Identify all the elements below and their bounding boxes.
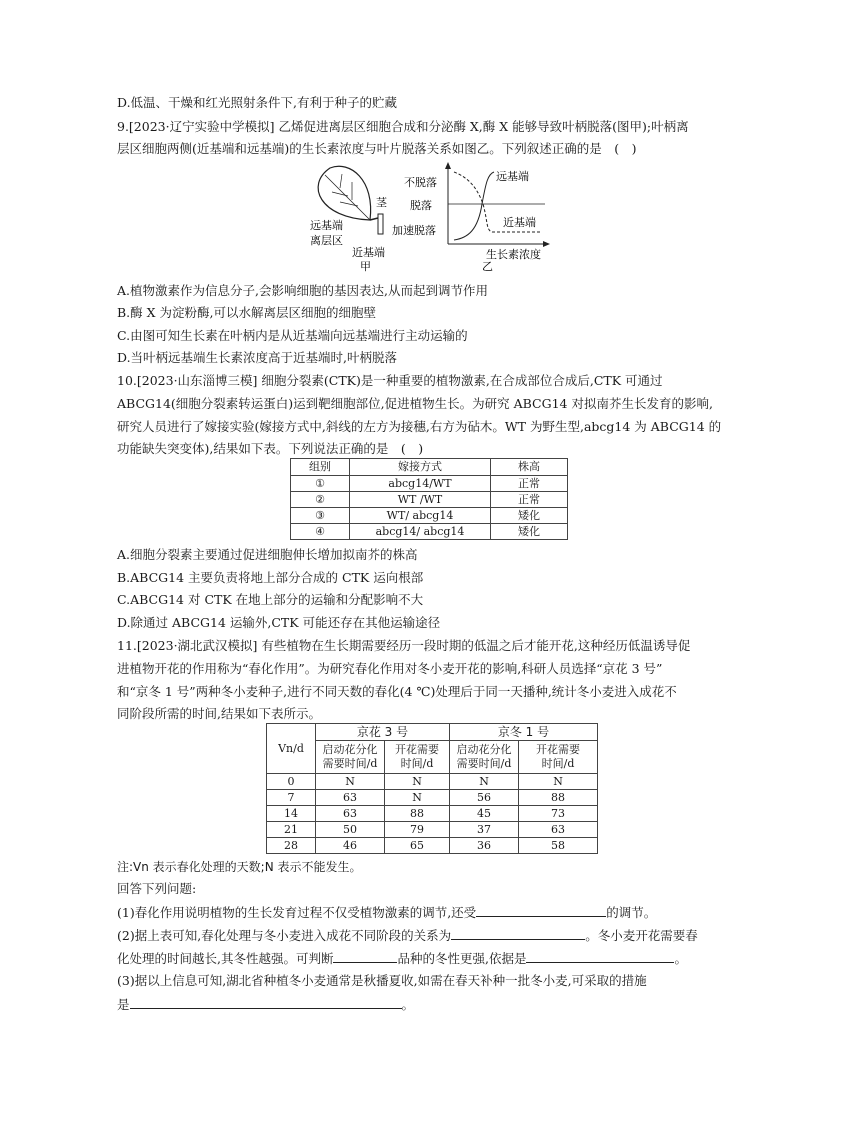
table-row: 21 50 79 37 63 xyxy=(267,822,598,838)
fig-jia-label: 甲 xyxy=(360,260,371,272)
answer-blank-2[interactable] xyxy=(451,926,585,940)
q11-table xyxy=(266,723,598,854)
q11-part2-line2: 化处理的时间越长,其冬性越强。可判断 品种的冬性更强,依据是 。 xyxy=(117,951,687,966)
leaf-shape xyxy=(318,166,371,220)
q10-option-c: C.ABCG14 对 CTK 在地上部分的运输和分配影响不大 xyxy=(117,592,424,607)
header-graft: 嫁接方式 xyxy=(350,459,491,476)
q11-part2-line1: (2)据上表可知,春化处理与冬小麦进入成花不同阶段的关系为 。冬小麦开花需要春 xyxy=(117,928,698,943)
near-end-curve xyxy=(454,172,494,240)
q10-option-d: D.除通过 ABCG14 运输外,CTK 可能还存在其他运输途径 xyxy=(117,615,441,630)
table-header-row xyxy=(267,724,598,741)
q9-option-d: D.当叶柄远基端生长素浓度高于近基端时,叶柄脱落 xyxy=(117,350,398,365)
table-subheader-row: 启动花分化 需要时间/d 开花需要 时间/d 启动花分化 需要时间/d 开花需要 时间/d xyxy=(267,741,598,774)
table-row: ① abcg14/WT 正常 xyxy=(291,476,568,492)
q10-table xyxy=(290,458,568,540)
header-jinghua3: 京花 3 号 xyxy=(316,724,450,741)
q11-stem-line3: 和“京冬 1 号”两种冬小麦种子,进行不同天数的春化(4 ℃)处理后于同一天播种,统计冬小麦进入成花不 xyxy=(117,684,677,699)
q8-option-d: D.低温、干燥和红光照射条件下,有利于种子的贮藏 xyxy=(117,95,398,110)
q9-figure xyxy=(300,160,580,272)
q9-stem-line1: 9.[2023·辽宁实验中学模拟] 乙烯促进离层区细胞合成和分泌酶 X,酶 X 能够导致叶柄脱落(图甲);叶柄离 xyxy=(117,119,689,134)
q10-stem-line3: 研究人员进行了嫁接实验(嫁接方式中,斜线的左方为接穗,右方为砧木。WT 为野生型,abcg14 为 ABCG14 的 xyxy=(117,419,722,434)
table-row: ③ WT/ abcg14 矮化 xyxy=(291,508,568,524)
q11-part3-line2: 是 。 xyxy=(117,997,415,1012)
answer-blank-1[interactable] xyxy=(476,903,606,917)
q10-option-a: A.细胞分裂素主要通过促进细胞伸长增加拟南芥的株高 xyxy=(117,547,418,562)
q11-part3-line1: (3)据以上信息可知,湖北省种植冬小麦通常是秋播夏收,如需在春天补种一批冬小麦,可采取的措施 xyxy=(117,973,647,988)
x-axis-label: 生长素浓度 xyxy=(486,248,541,261)
answer-blank-4[interactable] xyxy=(526,949,674,963)
q9-option-a: A.植物激素作为信息分子,会影响细胞的基因表达,从而起到调节作用 xyxy=(117,283,488,298)
curve-near-label: 近基端 xyxy=(503,216,536,229)
q10-stem-line1: 10.[2023·山东淄博三模] 细胞分裂素(CTK)是一种重要的植物激素,在合成部位合成后,CTK 可通过 xyxy=(117,373,663,388)
q11-answer-prompt: 回答下列问题: xyxy=(117,881,197,896)
q10-stem-line2: ABCG14(细胞分裂素转运蛋白)运到靶细胞部位,促进植物生长。为研究 ABCG14 对拟南芥生长发育的影响, xyxy=(117,396,713,411)
answer-blank-5[interactable] xyxy=(130,995,402,1009)
table-row: 28 46 65 36 58 xyxy=(267,838,598,854)
q10-option-b: B.ABCG14 主要负责将地上部分合成的 CTK 运向根部 xyxy=(117,570,424,585)
table-row: 14 63 88 45 73 xyxy=(267,806,598,822)
curve-far-label: 远基端 xyxy=(496,170,529,183)
abscission-zone-rect xyxy=(378,214,383,234)
table-row: ② WT /WT 正常 xyxy=(291,492,568,508)
answer-blank-3[interactable] xyxy=(333,949,397,963)
q10-stem-line4: 功能缺失突变体),结果如下表。下列说法正确的是 ( ) xyxy=(117,441,424,456)
abscission-zone-label: 离层区 xyxy=(310,234,343,247)
table-row: 0 N N N N xyxy=(267,774,598,790)
fast-fall-label: 加速脱落 xyxy=(392,224,436,237)
header-vn: Vn/d xyxy=(267,724,316,774)
fig-yi-label: 乙 xyxy=(482,260,493,272)
q11-part1: (1)春化作用说明植物的生长发育过程不仅受植物激素的调节,还受 的调节。 xyxy=(117,905,657,920)
fall-label: 脱落 xyxy=(410,199,432,212)
near-end-label: 近基端 xyxy=(352,246,385,259)
q11-stem-line2: 进植物开花的作用称为“春化作用”。为研究春化作用对冬小麦开花的影响,科研人员选择“京花 3 号” xyxy=(117,661,663,676)
q11-note: 注:Vn 表示春化处理的天数;N 表示不能发生。 xyxy=(117,860,362,874)
header-group: 组别 xyxy=(291,459,350,476)
table-header-row xyxy=(291,459,568,476)
q11-stem-line4: 同阶段所需的时间,结果如下表所示。 xyxy=(117,706,321,721)
header-jingdong1: 京冬 1 号 xyxy=(450,724,598,741)
table-row: 7 63 N 56 88 xyxy=(267,790,598,806)
far-end-label: 远基端 xyxy=(310,219,343,232)
q9-option-b: B.酶 X 为淀粉酶,可以水解离层区细胞的细胞壁 xyxy=(117,305,376,320)
stem-label: 茎 xyxy=(376,196,387,209)
header-height: 株高 xyxy=(491,459,568,476)
no-fall-label: 不脱落 xyxy=(404,176,437,189)
q9-option-c: C.由图可知生长素在叶柄内是从近基端向远基端进行主动运输的 xyxy=(117,328,468,343)
table-row: ④ abcg14/ abcg14 矮化 xyxy=(291,524,568,540)
q9-stem-line2: 层区细胞两侧(近基端和远基端)的生长素浓度与叶片脱落关系如图乙。下列叙述正确的是 ( ) xyxy=(117,141,637,156)
q11-stem-line1: 11.[2023·湖北武汉模拟] 有些植物在生长期需要经历一段时期的低温之后才能开花,这种经历低温诱导促 xyxy=(117,638,691,653)
